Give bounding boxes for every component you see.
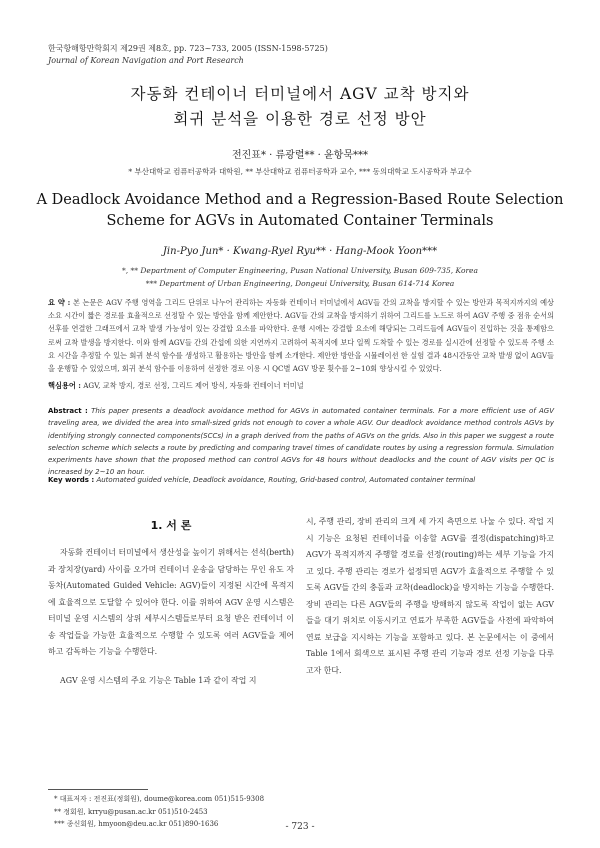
abstract-ko-text: 본 논문은 AGV 주행 영역을 그리드 단위로 나누어 관리하는 자동화 컨테이너 터미널에서 AGV들 간의 교착을 방지할 수 있는 방안과 목적지까지의 예상 소요 시간이 짧은 경로를 효율적으로 선정할 수 있는 방안을 함께 제안한다. AGV들 간의 교착을 방지하기 위하여 그리드를 노드로 하여 AGV 주행 중 점유 순서의 선후를 연결한 그래프에서 교착 발생 가능성이 있는 강결합 요소를 파악한다. 운행 시에는 강결합 요소에 해당되는 그리드들에 AGV들이 진입하는 것을 통제함으로써 교착 발생을 방지한다. 이와 함께 AGV들 간의 간섭에 의한 지연까지 고려하여 목적지에 보다 일찍 도착할 수 있는 경로를 실시간에 선정할 수 있도록 주행 소요 시간을 추정할 수 있는 회귀 분석 함수를 생성하고 활용하는 방안을 함께 소개한다. 제안한 방안을 시뮬레이션 한 실험 결과 48시간동안 교착 발생 없이 AGV들을 운행할 수 있었으며, 회귀 분석 함수를 이용하여 선정한 경로 이용 시 QC별 AGV 방문 횟수를 2~10회 향상시킬 수 있었다. [48, 298, 554, 374]
journal-header [48, 43, 328, 67]
abstract-en-text: This paper presents a deadlock avoidance method for AGVs in automated container terminals. For a more efficient use of AGV traveling area, we divided the area into small-sized grids not enough to cover a whole AGV. Our deadlock avoidance method controls AGVs by identifying strongly connected components(SCCs) in a graph derived from the paths of AGVs on the grids. Also in this paper we suggest a route selection scheme which selects a route by predicting and comparing travel times of candidate routes by using a regression formula. Simulation experiments have shown that the proposed method can control AGVs for 48 hours without deadlocks and the count of AGV visits per QC is increased by 2~10 an hour. [48, 407, 554, 477]
footnote-divider [48, 789, 148, 790]
keywords-ko [48, 381, 554, 391]
authors-ko: 전진표* · 류광렬** · 윤항묵*** [231, 150, 368, 161]
keywords-en-text: Automated guided vehicle, Deadlock avoidance, Routing, Grid-based control, Automated container terminal [96, 476, 476, 484]
journal-citation: 한국항해항만학회지 제29권 제8호, pp. 723~733, 2005 (ISSN-1598-5725) [48, 44, 328, 53]
affiliation-ko: * 부산대학교 컴퓨터공학과 대학원, ** 부산대학교 컴퓨터공학과 교수, *** 동의대학교 도시공학과 부교수 [128, 167, 472, 176]
body-paragraph: 시, 주행 관리, 장비 관리의 크게 세 가지 측면으로 나눌 수 있다. 작업 지시 기능은 요청된 컨테이너를 이송할 AGV를 결정(dispatching)하고 AGV가 목적지까지 주행할 경로를 선정(routing)하는 세부 기능을 가지고 있다. 주행 관리는 경로가 설정되면 AGV가 효율적으로 주행할 수 있도록 AGV들 간의 충돌과 교착(deadlock)을 방지하는 기능을 수행한다. 장비 관리는 다른 AGV들의 주행을 방해하지 않도록 작업이 없는 AGV들을 대기 위치로 이동시키고 연료가 부족한 AGV들을 사전에 파악하여 연료 보급을 지시하는 기능을 포함하고 있다. 본 논문에서는 이 중에서 Table 1에서 회색으로 표시된 주행 관리 기능과 경로 선정 기능을 다루고자 한다. [306, 517, 554, 675]
body-column-right [306, 514, 554, 679]
keywords-en-label: Key words : [48, 476, 95, 484]
footnote-item: * 대표저자 : 전진표(정회원), doume@korea.com 051)515-9308 [54, 795, 265, 803]
keywords-ko-label: 핵심용어 : [48, 381, 81, 390]
abstract-en-label: Abstract : [48, 407, 88, 415]
body-column-left [48, 545, 294, 689]
journal-name-en: Journal of Korean Navigation and Port Research [48, 56, 244, 65]
affiliation-en-1: *, ** Department of Computer Engineering, Pusan National University, Busan 609-735, Korea [122, 266, 478, 275]
body-paragraph: AGV 운영 시스템의 주요 기능은 Table 1과 같이 작업 지 [60, 675, 257, 685]
title-ko-line-2: 회귀 분석을 이용한 경로 선정 방안 [173, 110, 427, 128]
body-paragraph: 자동화 컨테이너 터미널에서 생산성을 높이기 위해서는 선석(berth)과 장치장(yard) 사이를 오가며 컨테이너 운송을 담당하는 무인 유도 자동차(Automated Guided Vehicle: AGV)들이 지정된 시간에 목적지에 효율적으로 도달할 수 있어야 한다. 이를 위하여 AGV 운영 시스템은 터미널 운영 시스템의 상위 세부시스템들로부터 요청 받은 컨테이너 이송 작업들을 가능한 효율적으로 수행할 수 있도록 여러 AGV들을 제어하고 감독하는 기능을 수행한다. [48, 548, 294, 656]
keywords-en [48, 476, 554, 484]
title-ko-line-1: 자동화 컨테이너 터미널에서 AGV 교착 방지와 [130, 85, 470, 103]
section-heading: 1. 서 론 [150, 519, 192, 532]
abstract-en [48, 405, 554, 479]
affiliation-en-2: *** Department of Urban Engineering, Dongeui University, Busan 614-714 Korea [145, 279, 455, 288]
authors-en: Jin-Pyo Jun* · Kwang-Ryel Ryu** · Hang-Mook Yoon*** [162, 246, 438, 257]
abstract-ko [48, 296, 554, 375]
footnote-item: ** 정회원, krryu@pusan.ac.kr 051)510-2453 [54, 807, 208, 816]
abstract-ko-label: 요 약 : [48, 298, 71, 307]
title-en-line-2: Scheme for AGVs in Automated Container Terminals [106, 213, 494, 229]
keywords-ko-text: AGV, 교착 방지, 경로 선정, 그리드 제어 방식, 자동화 컨테이너 터미널 [83, 381, 304, 390]
page-number: - 723 - [285, 822, 315, 832]
footnote-item: *** 종신회원, hmyoon@deu.ac.kr 051)890-1636 [54, 820, 219, 828]
title-en-line-1: A Deadlock Avoidance Method and a Regression-Based Route Selection [36, 192, 564, 208]
